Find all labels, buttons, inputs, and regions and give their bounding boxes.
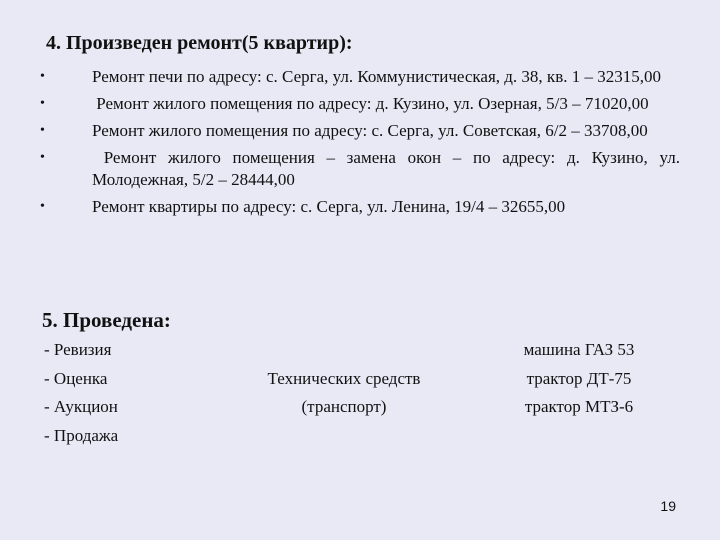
list-item-text: Ремонт жилого помещения по адресу: д. Кузино, ул. Озерная, 5/3 – 71020,00 — [92, 94, 649, 113]
vehicle-label: трактор ДТ-75 — [526, 368, 632, 388]
list-item-text: Ремонт печи по адресу: с. Серга, ул. Коммунистическая, д. 38, кв. 1 – 32315,00 — [92, 67, 661, 86]
section-4-heading: 4. Произведен ремонт(5 квартир): — [46, 32, 353, 54]
list-item-text: Ремонт квартиры по адресу: с. Серга, ул. Ленина, 19/4 – 32655,00 — [92, 197, 566, 216]
list-item-text: Ремонт жилого помещения по адресу: с. Серга, ул. Советская, 6/2 – 33708,00 — [92, 121, 648, 140]
bullet-icon: • — [40, 96, 45, 111]
list-item — [40, 196, 680, 218]
list-item — [40, 147, 685, 191]
section-5-heading: 5. Проведена: — [42, 308, 171, 332]
vehicle-label: трактор МТЗ-6 — [524, 397, 634, 416]
object-label: (транспорт) — [301, 397, 387, 416]
list-item — [40, 120, 680, 142]
procedure-label: - Продажа — [44, 425, 119, 445]
bullet-icon: • — [40, 199, 45, 214]
procedure-label: - Ревизия — [44, 340, 112, 359]
repairs-list — [40, 66, 685, 223]
procedures-table — [44, 336, 684, 450]
vehicle-label: машина ГАЗ 53 — [523, 340, 635, 359]
list-item — [40, 66, 680, 88]
bullet-icon: • — [40, 150, 45, 165]
table-row — [44, 365, 684, 394]
procedure-label: - Оценка — [44, 368, 108, 388]
table-row — [44, 336, 684, 365]
page-number: 19 — [660, 498, 676, 514]
bullet-icon: • — [40, 69, 45, 84]
procedure-label: - Аукцион — [44, 397, 118, 416]
object-label: Технических средств — [267, 368, 421, 388]
table-row — [44, 393, 684, 422]
list-item — [40, 93, 680, 115]
table-row — [44, 422, 684, 451]
bullet-icon: • — [40, 123, 45, 138]
list-item-text: Ремонт жилого помещения – замена окон – по адресу: д. Кузино, ул. Молодежная, 5/2 – 28444,00 — [92, 148, 685, 189]
